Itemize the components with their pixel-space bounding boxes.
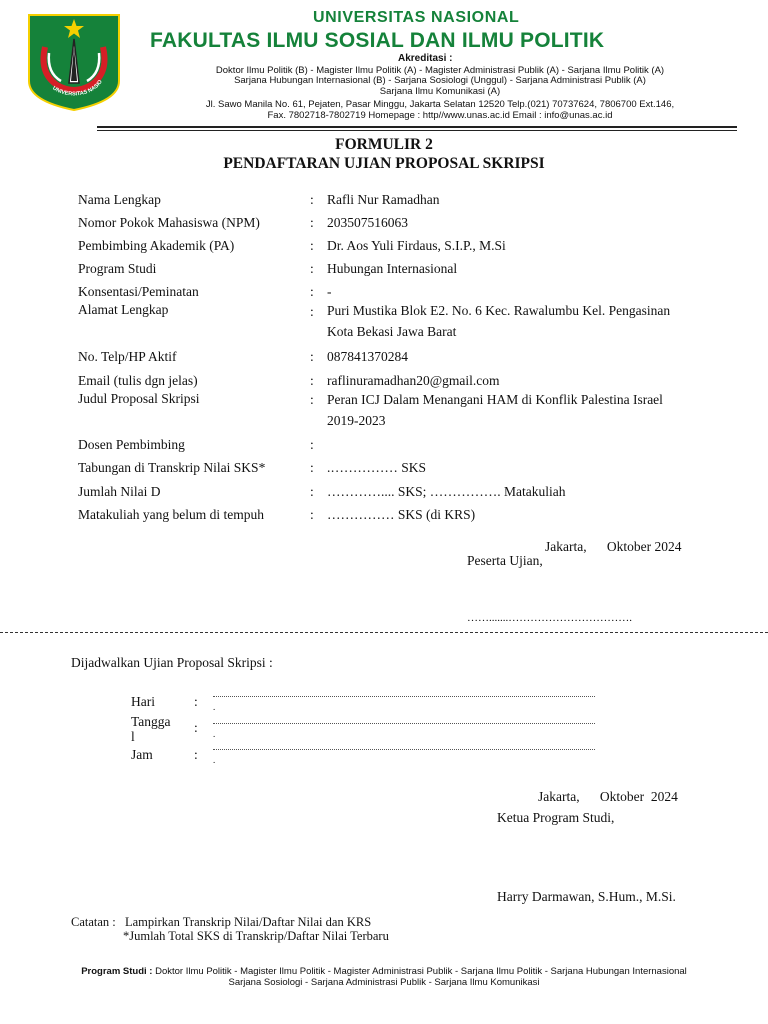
header-rule-thin [97, 130, 737, 131]
faculty-name: FAKULTAS ILMU SOSIAL DAN ILMU POLITIK [150, 29, 605, 52]
value-tabungan-sks: .…………… SKS [327, 460, 427, 475]
form-number: FORMULIR 2 [335, 136, 433, 153]
schedule-fill-tanggal [213, 723, 595, 734]
address-line-1: Jl. Sawo Manila No. 61, Pejaten, Pasar Minggu, Jakarta Selatan 12520 Telp.(021) 70737624, 7806700 Ext.146, [205, 99, 675, 110]
schedule-label-hari: Hari [131, 694, 155, 709]
student-signature-role: Peserta Ujian, [467, 553, 543, 568]
value-konsentrasi: - [327, 284, 332, 299]
colon: : [310, 284, 314, 299]
accreditation-label: Akreditasi : [398, 53, 453, 64]
value-judul: Peran ICJ Dalam Menangani HAM di Konflik Palestina Israel [327, 392, 663, 407]
label-email: Email (tulis dgn jelas) [78, 373, 198, 388]
schedule-fill-jam [213, 749, 595, 760]
colon: : [194, 720, 198, 735]
colon: : [194, 747, 198, 762]
colon: : [310, 215, 314, 230]
colon: : [310, 392, 314, 407]
value-alamat-line2: Kota Bekasi Jawa Barat [327, 324, 457, 339]
colon: : [310, 507, 314, 522]
label-judul: Judul Proposal Skripsi [78, 391, 200, 406]
accreditation-line-3: Sarjana Ilmu Komunikasi (A) [379, 86, 501, 97]
footer-programs-line-1 [0, 966, 768, 977]
kaprodi-signature-role: Ketua Program Studi, [497, 810, 615, 825]
schedule-fill-end: . [213, 702, 216, 712]
colon: : [310, 238, 314, 253]
value-matakuliah-belum: …………… SKS (di KRS) [327, 507, 476, 522]
kaprodi-signature-name: Harry Darmawan, S.Hum., M.Si. [497, 889, 676, 904]
colon: : [194, 694, 198, 709]
colon: : [310, 304, 314, 319]
value-prodi: Hubungan Internasional [327, 261, 458, 276]
university-logo [27, 13, 121, 111]
notes-label: Catatan : [71, 915, 116, 929]
value-nilai-d: ………….... SKS; ……………. Matakuliah [327, 484, 566, 499]
schedule-heading: Dijadwalkan Ujian Proposal Skripsi : [71, 655, 273, 670]
accreditation-line-2: Sarjana Hubungan Internasional (B) - Sarjana Sosiologi (Unggul) - Sarjana Administrasi Publik (A) [234, 75, 646, 86]
value-pa: Dr. Aos Yuli Firdaus, S.I.P., M.Si [327, 238, 506, 253]
label-pa: Pembimbing Akademik (PA) [78, 238, 235, 253]
header-rule-thick [97, 126, 737, 128]
colon: : [310, 437, 314, 452]
schedule-label-tanggal [131, 714, 171, 744]
label-alamat: Alamat Lengkap [78, 302, 169, 317]
label-nilai-d: Jumlah Nilai D [78, 484, 161, 499]
schedule-label-jam: Jam [131, 747, 153, 762]
colon: : [310, 460, 314, 475]
value-nama: Rafli Nur Ramadhan [327, 192, 440, 207]
label-konsentrasi: Konsentasi/Peminatan [78, 284, 199, 299]
notes-line-1: Lampirkan Transkrip Nilai/Daftar Nilai dan KRS [125, 915, 372, 929]
label-npm: Nomor Pokok Mahasiswa (NPM) [78, 215, 260, 230]
student-signature-date: Jakarta, Oktober 2024 [545, 539, 682, 554]
value-npm: 203507516063 [327, 215, 408, 230]
footer-text-1: Doktor Ilmu Politik - Magister Ilmu Politik - Magister Administrasi Publik - Sarjana Ilmu Politik - Sarjana Hubungan Internasional [155, 966, 687, 977]
label-tabungan-sks: Tabungan di Transkrip Nilai SKS* [78, 460, 266, 475]
value-judul-line2: 2019-2023 [327, 413, 386, 428]
colon: : [310, 261, 314, 276]
schedule-fill-hari [213, 696, 595, 707]
kaprodi-signature-date: Jakarta, Oktober 2024 [538, 789, 678, 804]
footer-programs-line-2: Sarjana Sosiologi - Sarjana Administrasi Publik - Sarjana Ilmu Komunikasi [228, 977, 540, 988]
schedule-fill-end: . [213, 729, 216, 739]
accreditation-line-1: Doktor Ilmu Politik (B) - Magister Ilmu Politik (A) - Magister Administrasi Publik (A) - Sarjana Ilmu Politik (A) [215, 65, 665, 76]
logo-ring-text: UNIVERSITAS NASIO [51, 79, 104, 98]
label-dosen-pembimbing: Dosen Pembimbing [78, 437, 185, 452]
label-prodi: Program Studi [78, 261, 157, 276]
schedule-label-tanggal-part2: l [131, 729, 135, 744]
label-matakuliah-belum: Matakuliah yang belum di tempuh [78, 507, 264, 522]
cut-line [0, 632, 768, 633]
value-telp: 087841370284 [327, 349, 408, 364]
colon: : [310, 484, 314, 499]
student-signature-line: …….......……………………………. [467, 612, 632, 624]
colon: : [310, 349, 314, 364]
schedule-fill-end: . [213, 755, 216, 765]
value-alamat: Puri Mustika Blok E2. No. 6 Kec. Rawalumbu Kel. Pengasinan [327, 303, 671, 318]
label-telp: No. Telp/HP Aktif [78, 349, 177, 364]
label-nama: Nama Lengkap [78, 192, 161, 207]
notes-line-2: *Jumlah Total SKS di Transkrip/Daftar Nilai Terbaru [123, 929, 389, 943]
address-line-2: Fax. 7802718-7802719 Homepage : http//www.unas.ac.id Email : info@unas.ac.id [267, 110, 613, 121]
colon: : [310, 373, 314, 388]
university-name: UNIVERSITAS NASIONAL [313, 9, 520, 26]
colon: : [310, 192, 314, 207]
form-title: PENDAFTARAN UJIAN PROPOSAL SKRIPSI [223, 155, 545, 172]
footer-label: Program Studi : [81, 966, 153, 977]
value-email: raflinuramadhan20@gmail.com [327, 373, 500, 388]
schedule-label-tanggal-part1: Tangga [131, 714, 171, 729]
